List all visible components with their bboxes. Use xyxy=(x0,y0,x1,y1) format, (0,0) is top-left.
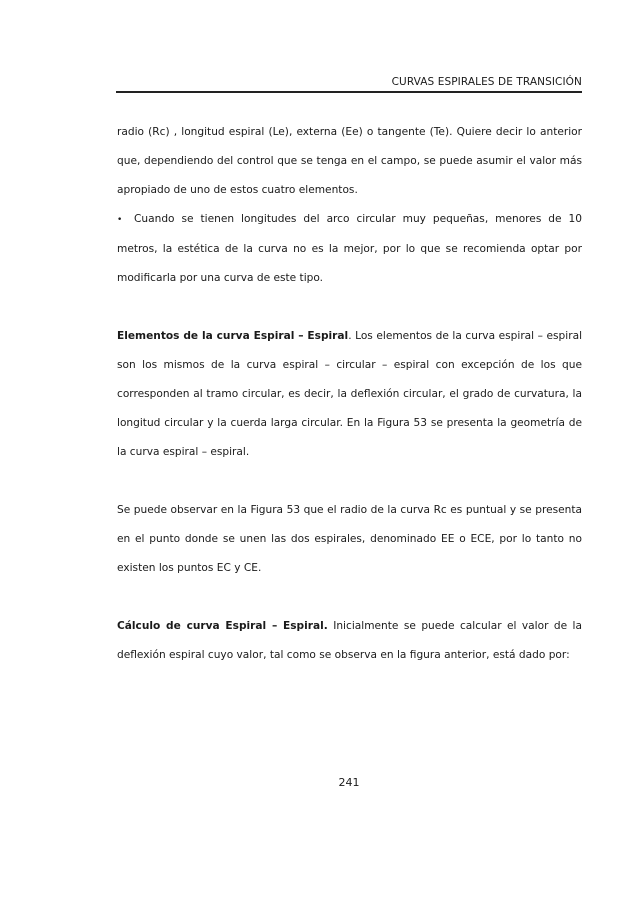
paragraph-elements-intro: radio (Rc) , longitud espiral (Le), externa (Ee) o tangente (Te). Quiere decir lo anterior que, dependiendo del control que se tenga en el campo, se puede asumir el valor más apropiado de uno de estos cuatro elementos. xyxy=(117,126,582,196)
page-number: 241 xyxy=(338,776,360,789)
bullet-item xyxy=(117,205,582,293)
bullet-text: Cuando se tienen longitudes del arco circular muy pequeñas, menores de 10 metros, la estética de la curva no es la mejor, por lo que se recomienda optar por modificarla por una curva de este tipo. xyxy=(117,213,582,284)
header-rule xyxy=(116,91,582,93)
paragraph-calculo-text: Inicialmente se puede calcular el valor de la deflexión espiral cuyo valor, tal como se observa en la figura anterior, está dado por: xyxy=(117,620,582,661)
spacer xyxy=(117,293,582,322)
paragraph-figure-note: Se puede observar en la Figura 53 que el radio de la curva Rc es puntual y se presenta en el punto donde se unen las dos espirales, denominado EE o ECE, por lo tanto no existen los puntos EC y CE. xyxy=(117,504,582,574)
paragraph-elements-text: . Los elementos de la curva espiral – espiral son los mismos de la curva espiral – circular – espiral con excepción de los que corresponden al tramo circular, es decir, la deflexión circular, el grado de curvatura, la longitud circular y la cuerda larga circular. En la Figura 53 se presenta la geometría de la curva espiral – espiral. xyxy=(117,330,583,458)
spacer xyxy=(117,467,582,496)
body-text xyxy=(117,118,582,670)
section-heading-calculo: Cálculo de curva Espiral – Espiral. xyxy=(117,620,328,632)
section-heading-elementos: Elementos de la curva Espiral – Espiral xyxy=(117,330,349,342)
bullet-icon: • xyxy=(117,215,123,225)
spacer xyxy=(117,583,582,612)
running-header: CURVAS ESPIRALES DE TRANSICIÓN xyxy=(391,76,582,88)
paragraph-elements xyxy=(117,322,582,467)
paragraph-calculo xyxy=(117,612,582,670)
